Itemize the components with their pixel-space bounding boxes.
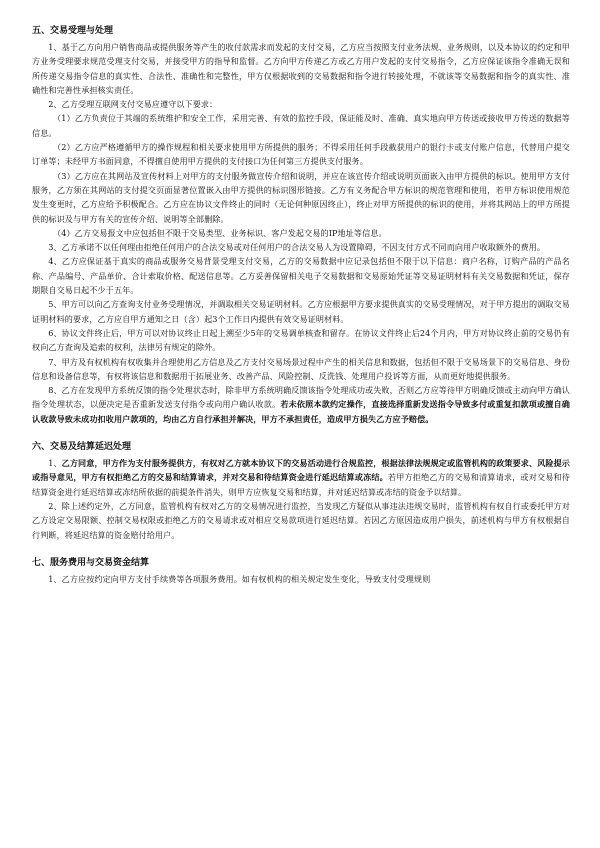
paragraph: （1）乙方负责位于其端的系统维护和安全工作，采用完善、有效的监控手段，保证能及时、准确、真实地向甲方传送或接收甲方传送的数据等信息。 bbox=[32, 113, 570, 138]
paragraph: 8、乙方在发现甲方系统反馈的指令处理状态时，除非甲方系统明确反馈该指令处理成功或失败，否则乙方应等待甲方明确反馈或主动向甲方确认指令处理状态，以便决定是否重新发送支付指令或向用户确认收款。若未依照本款约定操作，直接选择重新发送指令导致多付或重复扣款项或擅自确认收款导致未成功扣收用户款项的，均由乙方自行承担并解决，甲方不承担责任，造成甲方损失乙方应予赔偿。 bbox=[32, 385, 570, 424]
paragraph: 3、乙方承诺不以任何理由拒绝任何用户的合法交易或对任何用户的合法交易人为设置障碍，不因支付方式不同而向用户收取额外的费用。 bbox=[48, 242, 546, 253]
paragraph: （4）乙方交易报文中应包括但不限于交易类型、业务标识、客户发起交易的IP地址等信息。 bbox=[53, 227, 387, 238]
paragraph: 6、协议文件终止后，甲方可以对协议终止日起上溯至少5年的交易调单核查和留存。在协议文件终止后24个月内，甲方对协议终止前的交易仍有权向乙方查询及追索的权利，法律另有规定的除外。 bbox=[32, 327, 570, 353]
paragraph: 5、甲方可以向乙方查询支付业务受理情况，并调取相关交易证明材料。乙方应根据甲方要求提供真实的交易受理情况，对于甲方提出的调取交易证明材料的要求，乙方应自甲方通知之日（含）起3个工作日内提供有效交易证明材料。 bbox=[32, 299, 570, 324]
section-five bbox=[32, 24, 570, 426]
bold-clause: 乙方同意，甲方作为支付服务提供方，有权对乙方就本协议下的交易活动进行合规监控，根据法律法规规定或监管机构的政策要求、风险提示或指导意见，甲方有权拒绝乙方的交易和结算请求，并对交易和待结算资金进行延迟结算或冻结。 bbox=[32, 458, 570, 483]
paragraph: 1、乙方应按约定向甲方支付手续费等各项服务费用。如有权机构的相关规定发生变化，导致支付受理规则 bbox=[48, 573, 431, 584]
section-seven bbox=[32, 556, 570, 586]
paragraph: 1、乙方同意，甲方作为支付服务提供方，有权对乙方就本协议下的交易活动进行合规监控，根据法律法规规定或监管机构的政策要求、风险提示或指导意见，甲方有权拒绝乙方的交易和结算请求，并对交易和待结算资金进行延迟结算或冻结。若甲方拒绝乙方的交易和清算请求，或对交易和待结算资金进行延迟结算或冻结所依据的前提条件消失，则甲方应恢复交易和结算，并对延迟结算或冻结的资金予以结算。 bbox=[32, 458, 571, 497]
section-heading: 六、交易及结算延迟处理 bbox=[32, 442, 132, 453]
section-heading: 五、交易受理与处理 bbox=[32, 26, 114, 36]
paragraph: （3）乙方应在其网站及宣传材料上对甲方的支付服务做宣传介绍和说明，并应在该宣传介绍或说明页面嵌入由甲方提供的标识。使用甲方支付服务，乙方须在其网站的支付提交页面显著位置嵌入由甲方提供的标识图形链接。乙方有义务配合甲方标识的规范管理和使用，若甲方标识使用规范发生变更时，乙方应给予积极配合。乙方应在协议文件终止的同时（无论何种原因终止），终止对甲方所提供的标识的使用，并将其网站上的甲方所提供的标识及与甲方有关的宣传介绍、说明等全部删除。 bbox=[32, 170, 570, 224]
section-heading: 七、服务费用与交易资金结算 bbox=[32, 557, 150, 568]
paragraph: 2、除上述约定外，乙方同意，监管机构有权对乙方的交易情况进行监控，当发现乙方疑似从事违法违规交易时，监管机构有权自行或委托甲方对乙方设定交易限额、控制交易权限或拒绝乙方的交易请求或对相应交易款项进行延迟结算。若因乙方原因造成用户损失，前述机构与甲方有权根据自行判断，将延迟结算的资金赔付给用户。 bbox=[32, 500, 570, 540]
bold-clause: 若未依照本款约定操作，直接选择重新发送指令导致多付或重复扣款项或擅自确认收款导致未成功扣收用户款项的，均由乙方自行承担并解决，甲方不承担责任，造成甲方损失乙方应予赔偿。 bbox=[32, 399, 570, 424]
paragraph: 7、甲方及有权机构有权收集并合理使用乙方信息及乙方支付交易场景过程中产生的相关信息和数据，包括但不限于交易场景下的交易信息、身份信息和设备信息等，有权将该信息和数据用于拓展业务、改善产品、风险控制、反洗钱、处理用户投诉等方面，从而更好地提供服务。 bbox=[32, 356, 570, 381]
paragraph: （2）乙方应严格遵循甲方的操作规程和相关要求使用甲方所提供的服务；不得采用任何手段截获用户的银行卡或支付账户信息，代替用户提交订单等；未经甲方书面同意，不得擅自使用甲方提供的支付接口为任何第三方提供支付服务。 bbox=[32, 142, 570, 167]
paragraph: 1、基于乙方向用户销售商品或提供服务等产生的收付款需求而发起的支付交易，乙方应当按照支付业务法规、业务规则，以及本协议的约定和甲方业务受理要求规范受理支付交易，并接受甲方的指导和监督。乙方向甲方传递乙方或乙方用户发起的支付交易指令，乙方应保证该指令准确无误和所传递交易指令信息的真实性、合法性、准确性和完整性，甲方仅根据收到的交易数据和指令进行转接处理，不就该等交易数据和指令的真实性、准确性和完善性承担核实责任。 bbox=[32, 42, 570, 95]
paragraph: 2、乙方受理互联网支付交易应遵守以下要求： bbox=[48, 99, 218, 110]
paragraph: 4、乙方应保证基于真实的商品或服务交易背景受理支付交易，乙方的交易数据中应记录包括但不限于以下信息：商户名称，订购产品的产品名称、产品编号、产品单价、合计索取价格、配送信息等。乙方妥善保留相关电子交易数据和交易原始凭证等交易证明材料有关交易数据和凭证，保存期限自交易日起不少于五年。 bbox=[32, 256, 570, 296]
section-six bbox=[32, 440, 570, 542]
